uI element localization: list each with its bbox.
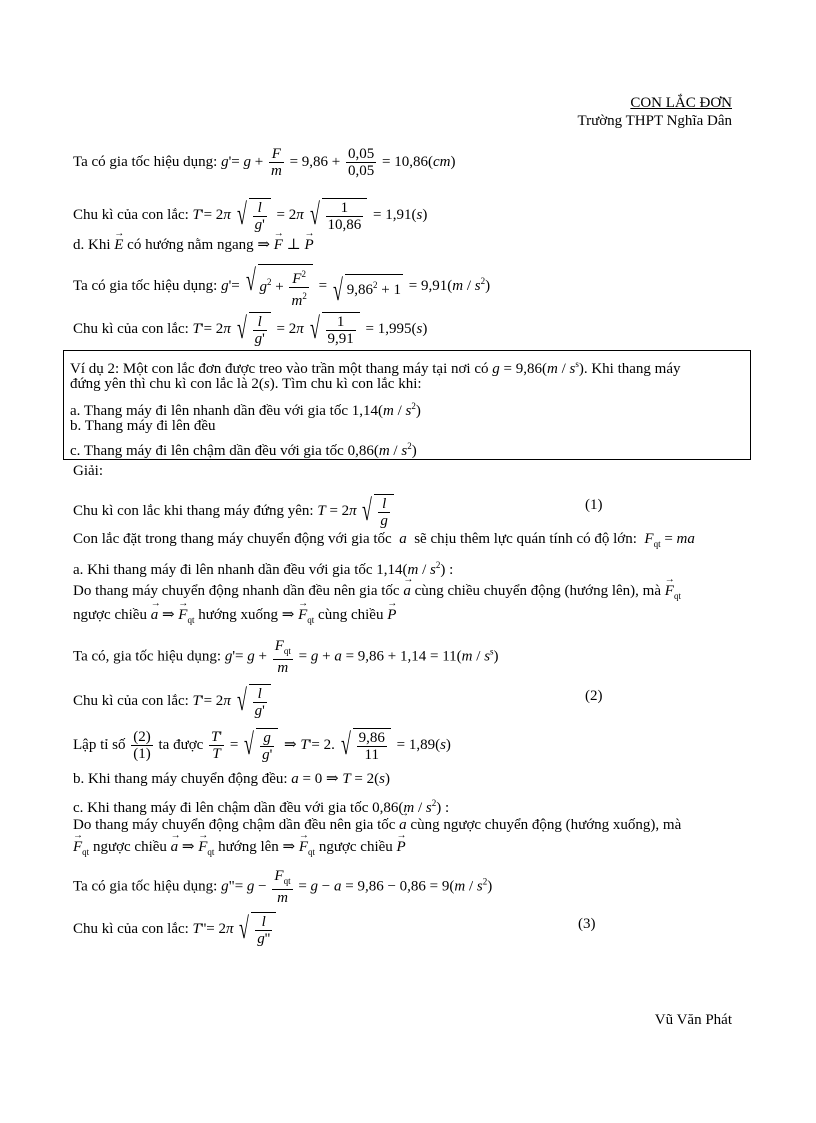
example-line-1: Ví dụ 2: Một con lắc đơn được treo vào trần một thang máy tại nơi có $g = 9,86(m / s^s)$. Khi thang máy <box>70 359 681 377</box>
equation-number-1: (1) <box>585 497 603 513</box>
solution-line-4: Do thang máy chuyển động nhanh dần đều nên gia tốc → a cùng chiều chuyển động (hướng lên), mà → $F_{qt}$ <box>73 582 681 605</box>
solution-title: Giải: <box>73 463 103 479</box>
solution-line-5: ngược chiều → a ⇒ → $F_{qt}$ hướng xuống ⇒ → $F_{qt}$ cùng chiều → P <box>73 606 396 629</box>
effective-gravity-line-1: Ta có gia tốc hiệu dụng: g'= g + $\frac{F}{m}$ = 9,86 + $\frac{0,05}{0,05}$ = 10,86(cm) <box>73 146 456 179</box>
footer-author: Vũ Văn Phát <box>654 1012 732 1028</box>
solution-line-14: Chu kì của con lắc: T''= 2π √ $\frac{l}{g''}$ <box>73 912 278 947</box>
solution-line-3: a. Khi thang máy đi lên nhanh dần đều với gia tốc $1,14(m / s^2)$ : <box>73 560 454 578</box>
solution-line-7: Chu kì của con lắc: T'= 2π √ $\frac{l}{g'}$ <box>73 684 273 719</box>
period-line-1: Chu kì của con lắc: T'= 2π √ $\frac{l}{g'}$ = 2π √ $\frac{1}{10,86}$ = 1,91(s) <box>73 198 428 233</box>
solution-line-1: Chu kì con lắc khi thang máy đứng yên: T = 2π √ $\frac{l}{g}$ <box>73 494 396 529</box>
solution-line-9: b. Khi thang máy chuyển động đều: a = 0 ⇒ T = 2(s) <box>73 771 390 787</box>
header-title: CON LẮC ĐƠN <box>630 95 732 111</box>
case-d-line: d. Khi → E có hướng nằm ngang ⇒ → F ⊥ → P <box>73 236 314 254</box>
effective-gravity-line-2: Ta có gia tốc hiệu dụng: g'= √ $g^2$ + $\frac{F^2}{m^2}$ = √ $9,86^2 + 1 = 9,91(m / s^2)$ <box>73 264 491 309</box>
example-item-a: a. Thang máy đi lên nhanh dần đều với gia tốc $1,14(m / s^2)$ <box>70 401 421 419</box>
example-item-b: b. Thang máy đi lên đều <box>70 418 216 434</box>
example-box <box>63 350 751 460</box>
equation-number-3: (3) <box>578 916 596 932</box>
equation-number-2: (2) <box>585 688 603 704</box>
solution-line-11: Do thang máy chuyển động chậm dần đều nên gia tốc → a cùng ngược chuyển động (hướng xuống), mà <box>73 816 681 834</box>
solution-line-12: → $F_{qt}$ ngược chiều → a ⇒ → $F_{qt}$ hướng lên ⇒ → $F_{qt}$ ngược chiều → P <box>73 838 406 861</box>
example-item-c: c. Thang máy đi lên chậm dần đều với gia tốc $0,86(m / s^2)$ <box>70 441 417 459</box>
solution-line-6: Ta có, gia tốc hiệu dụng: g'= g + $\frac{F_{qt}}{m}$ = $g + a = 9,86 + 1,14 = 11(m / s^s)$ <box>73 638 499 676</box>
solution-line-2: Con lắc đặt trong thang máy chuyển động với gia tốc a sẽ chịu thêm lực quán tính có độ lớn: $F_{qt}$ = ma <box>73 531 695 549</box>
solution-line-13: Ta có gia tốc hiệu dụng: g"= g − $\frac{F_{qt}}{m}$ = $g - a = 9,86 - 0,86 = 9(m / s^2)$ <box>73 868 493 906</box>
solution-line-8: Lập tỉ số $\frac{(2)}{(1)}$ ta được $\frac{T'}{T}$ = √ $\frac{g}{g'}$ ⇒ T'= 2. √ $\frac{9,86}{11}$ = 1,89(s) <box>73 728 451 763</box>
header-school: Trường THPT Nghĩa Dân <box>577 113 732 129</box>
example-line-2: đứng yên thì chu kì con lắc là 2(s). Tìm chu kì con lắc khi: <box>70 376 422 392</box>
period-line-2: Chu kì của con lắc: T'= 2π √ $\frac{l}{g'}$ = 2π √ $\frac{1}{9,91}$ = 1,995(s) <box>73 312 428 347</box>
solution-line-10: c. Khi thang máy đi lên chậm dần đều với gia tốc $0,86(m / s^2)$ : <box>73 798 450 816</box>
